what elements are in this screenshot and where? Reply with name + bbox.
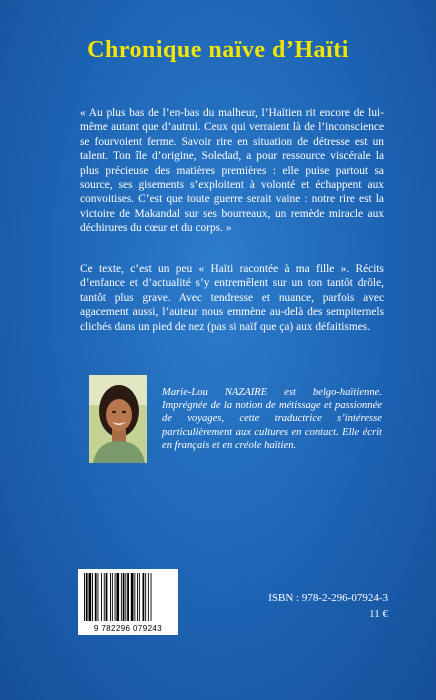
author-portrait-icon	[89, 375, 147, 463]
summary-paragraph: Ce texte, c’est un peu « Haïti racontée à ma fille ». Récits d’enfance et d’actualité s’y entremêlent sur un ton tantôt drôle, tantôt plus grave. Avec tendresse et nuance, parfois avec agacement aussi, l’auteur nous emmène au-delà des sempiternels clichés dans un pied de nez (pas si naïf que ça) aux défaitismes.	[80, 263, 384, 333]
ean-13-barcode-icon	[78, 569, 178, 625]
price: 11 €	[369, 608, 388, 620]
author-photo	[89, 375, 147, 463]
author-bio: Marie-Lou NAZAIRE est belgo-haïtienne. Imprégnée de la notion de métissage et passionnée de voyages, cette traductrice s’intéresse particulièrement aux cultures en contact. Elle écrit en français et en créole haïtien.	[162, 387, 382, 451]
quote-paragraph: « Au plus bas de l’en-bas du malheur, l’Haïtien rit encore de lui-même autant que d’autrui. Ceux qui verraient là de l’inconscience se fourvoient ferme. Savoir rire en situation de détresse est un talent. Ton île d’origine, Soledad, a pour ressource viscérale la plus précieuse des matières premières : elle puise partout sa source, ses gisements s’exploitent à volonté et échappent aux convoitises. C’est que toute guerre serait vaine : notre rire est la victoire de Makandal sur ses bourreaux, un remède miracle aux déchirures du cœur et du corps. »	[80, 107, 384, 235]
barcode-digits: 9 782296 079243	[93, 624, 163, 633]
isbn: ISBN : 978-2-296-07924-3	[268, 592, 388, 604]
barcode	[78, 569, 178, 635]
book-title: Chronique naïve d’Haïti	[87, 37, 349, 63]
